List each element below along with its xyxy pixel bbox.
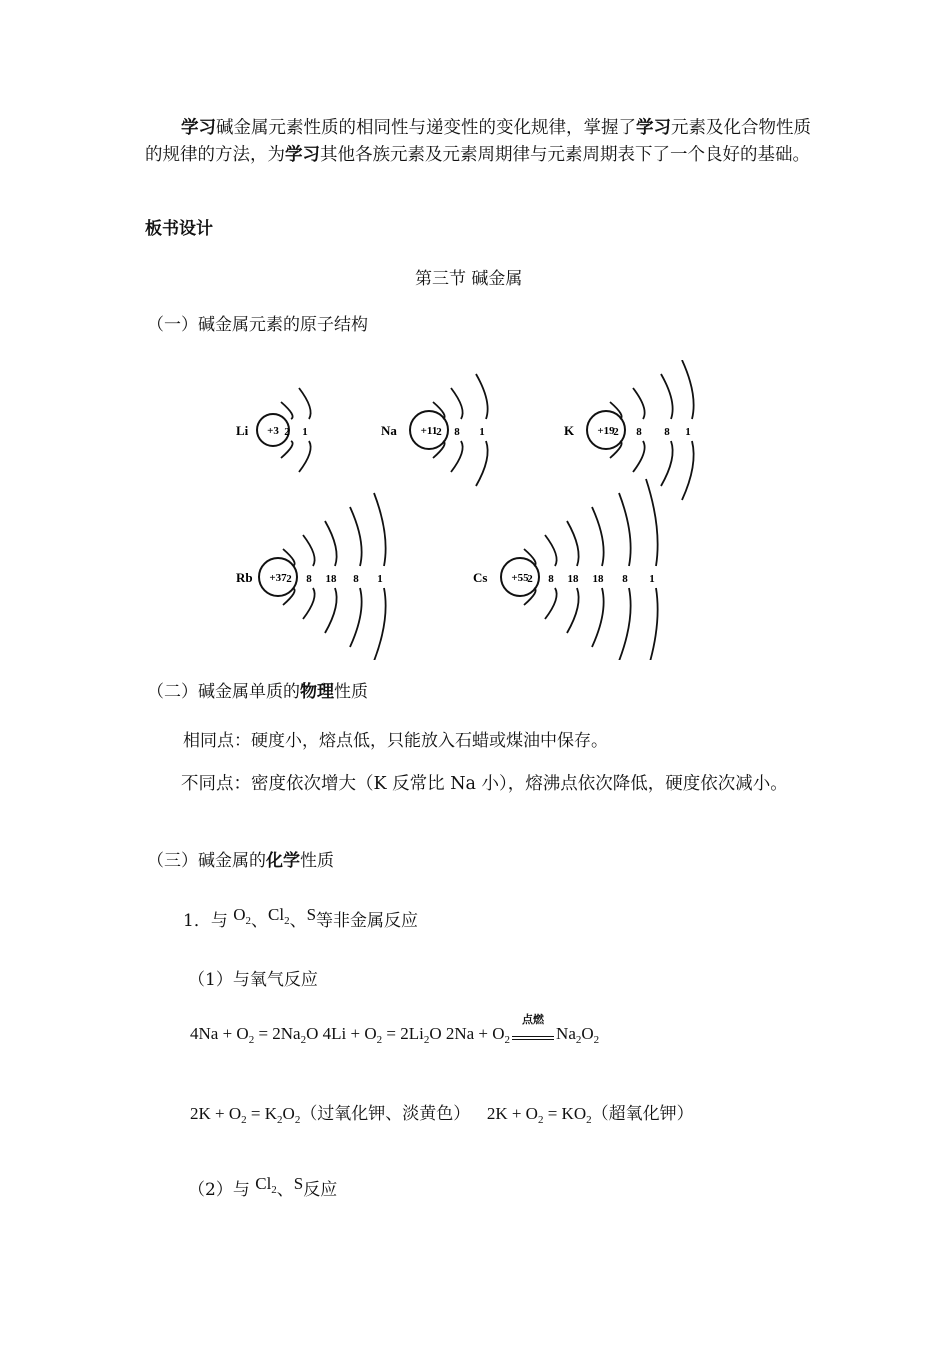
cl2-formula: $Cl_2$ [268,905,290,927]
part2-bold: 物理 [300,682,334,702]
electron-shell-arc [374,493,386,566]
shell-electron-count: 1 [302,426,308,438]
part2-post: 性质 [334,682,368,702]
intro-keyword: 学习 [285,145,320,165]
shell-electron-count: 2 [527,573,533,585]
electron-shell-arc [325,588,337,633]
electron-shell-arc [374,588,386,660]
shell-electron-count: 2 [284,426,290,438]
electron-shell-arc [451,441,463,472]
shell-electron-count: 18 [592,573,604,585]
electron-shell-arc [682,441,694,500]
shell-electron-count: 2 [286,573,292,585]
element-symbol: Rb [236,570,253,585]
shell-electron-count: 8 [636,426,642,438]
nucleus-charge: +37 [269,572,287,584]
electron-shell-arc [299,441,311,472]
cl2-formula: $Cl_2$ [255,1174,277,1196]
shell-electron-count: 8 [306,573,312,585]
element-symbol: Li [236,423,249,438]
part2-heading [147,677,368,702]
electron-shell-arc [592,507,604,566]
o2-formula: $O_2$ [233,905,252,927]
part1-heading: （一）碱金属元素的原子结构 [147,315,368,335]
shell-electron-count: 8 [454,426,460,438]
nucleus-charge: +19 [597,425,615,437]
equation-line-2: $2K + O_2 = K_2O_2$（过氧化钾、淡黄色） $2K + O_2 = KO_2$（超氧化钾） [190,1104,694,1126]
product-note: （过氧化钾、淡黄色） [300,1104,471,1123]
electron-shell-arc [303,588,315,619]
element-symbol: K [564,423,575,438]
electron-shell-arc [592,588,604,647]
shell-electron-count: 1 [479,426,485,438]
electron-shell-arc [619,493,631,566]
electron-shell-arc [303,535,315,566]
part3-post: 性质 [300,851,334,871]
electron-shell-arc [545,588,557,619]
shell-electron-count: 8 [353,573,359,585]
element-symbol: Na [381,423,397,438]
electron-shell-arc [476,374,488,419]
section-title: 第三节 碱金属 [415,269,523,289]
part2-pre: （二）碱金属单质的 [147,682,300,702]
electron-shell-arc [451,388,463,419]
electron-shell-arc [633,441,645,472]
intro-keyword: 学习 [636,118,671,138]
electron-shell-arc [646,479,658,566]
shell-electron-count: 2 [436,426,442,438]
diff-point: 不同点：密度依次增大（K 反常比 Na 小），熔沸点依次降低，硬度依次减小。 [181,774,788,794]
electron-shell-arc [567,521,579,566]
sub2-heading: （2）与 $Cl_2$、S反应 [188,1174,338,1200]
shell-electron-count: 8 [622,573,628,585]
s-formula: S [306,905,317,924]
shell-electron-count: 8 [664,426,670,438]
electron-shell-arc [350,507,362,566]
intro-text: 元素及化合物性质的规律的方法，为 [145,118,811,165]
electron-shell-arc [567,588,579,633]
separator: 、 [251,911,269,931]
part3-pre: （三）碱金属的 [147,851,266,871]
atom-structure-diagram [0,360,952,660]
sub1-heading: （1）与氧气反应 [188,970,318,990]
electron-shell-arc [661,441,673,486]
electron-shell-arc [646,588,658,660]
reaction-condition: 点燃 [510,1024,556,1044]
intro-text: 其他各族元素及元素周期律与元素周期表下了一个良好的基础。 [320,145,810,165]
item1-post: 等非金属反应 [316,911,419,931]
electron-shell-arc [350,588,362,647]
equation-line-1: $4Na + O_2 = 2Na_2O$ $4Li + O_2 = 2Li_2O$ $2Na + O_2$ 点燃 $Na_2O_2$ [190,1014,600,1046]
product-note: （超氧化钾） [591,1104,694,1123]
electron-shell-arc [682,360,694,419]
atom-li [236,388,311,472]
nucleus-charge: +55 [511,572,529,584]
separator: 、 [289,911,307,931]
same-point: 相同点：硬度小，熔点低，只能放入石蜡或煤油中保存。 [183,731,608,751]
intro-keyword: 学习 [181,118,216,138]
intro-text: 碱金属元素性质的相同性与递变性的变化规律，掌握了 [216,118,636,138]
shell-electron-count: 1 [649,573,655,585]
shell-electron-count: 1 [685,426,691,438]
shell-electron-count: 1 [377,573,383,585]
intro-paragraph [145,115,813,169]
shell-electron-count: 18 [567,573,579,585]
electron-shell-arc [283,588,295,605]
electron-shell-arc [283,549,295,566]
atom-na [381,374,488,486]
element-symbol: Cs [473,570,488,585]
item1-pre: 1．与 [183,911,234,931]
electron-shell-arc [299,388,311,419]
part3-heading [147,846,334,871]
shell-electron-count: 18 [325,573,337,585]
electron-shell-arc [325,521,337,566]
electron-shell-arc [545,535,557,566]
atom-rb [236,493,386,660]
s-formula: S [293,1174,304,1193]
board-heading: 板书设计 [145,219,213,239]
electron-shell-arc [633,388,645,419]
shell-electron-count: 2 [613,426,619,438]
item1 [183,906,418,931]
atom-k [564,360,694,500]
nucleus-charge: +3 [267,425,279,437]
nucleus-charge: +11 [420,425,438,437]
electron-shell-arc [476,441,488,486]
part3-bold: 化学 [266,851,300,871]
atom-cs [473,479,658,660]
shell-electron-count: 8 [548,573,554,585]
electron-shell-arc [661,374,673,419]
electron-shell-arc [619,588,631,660]
